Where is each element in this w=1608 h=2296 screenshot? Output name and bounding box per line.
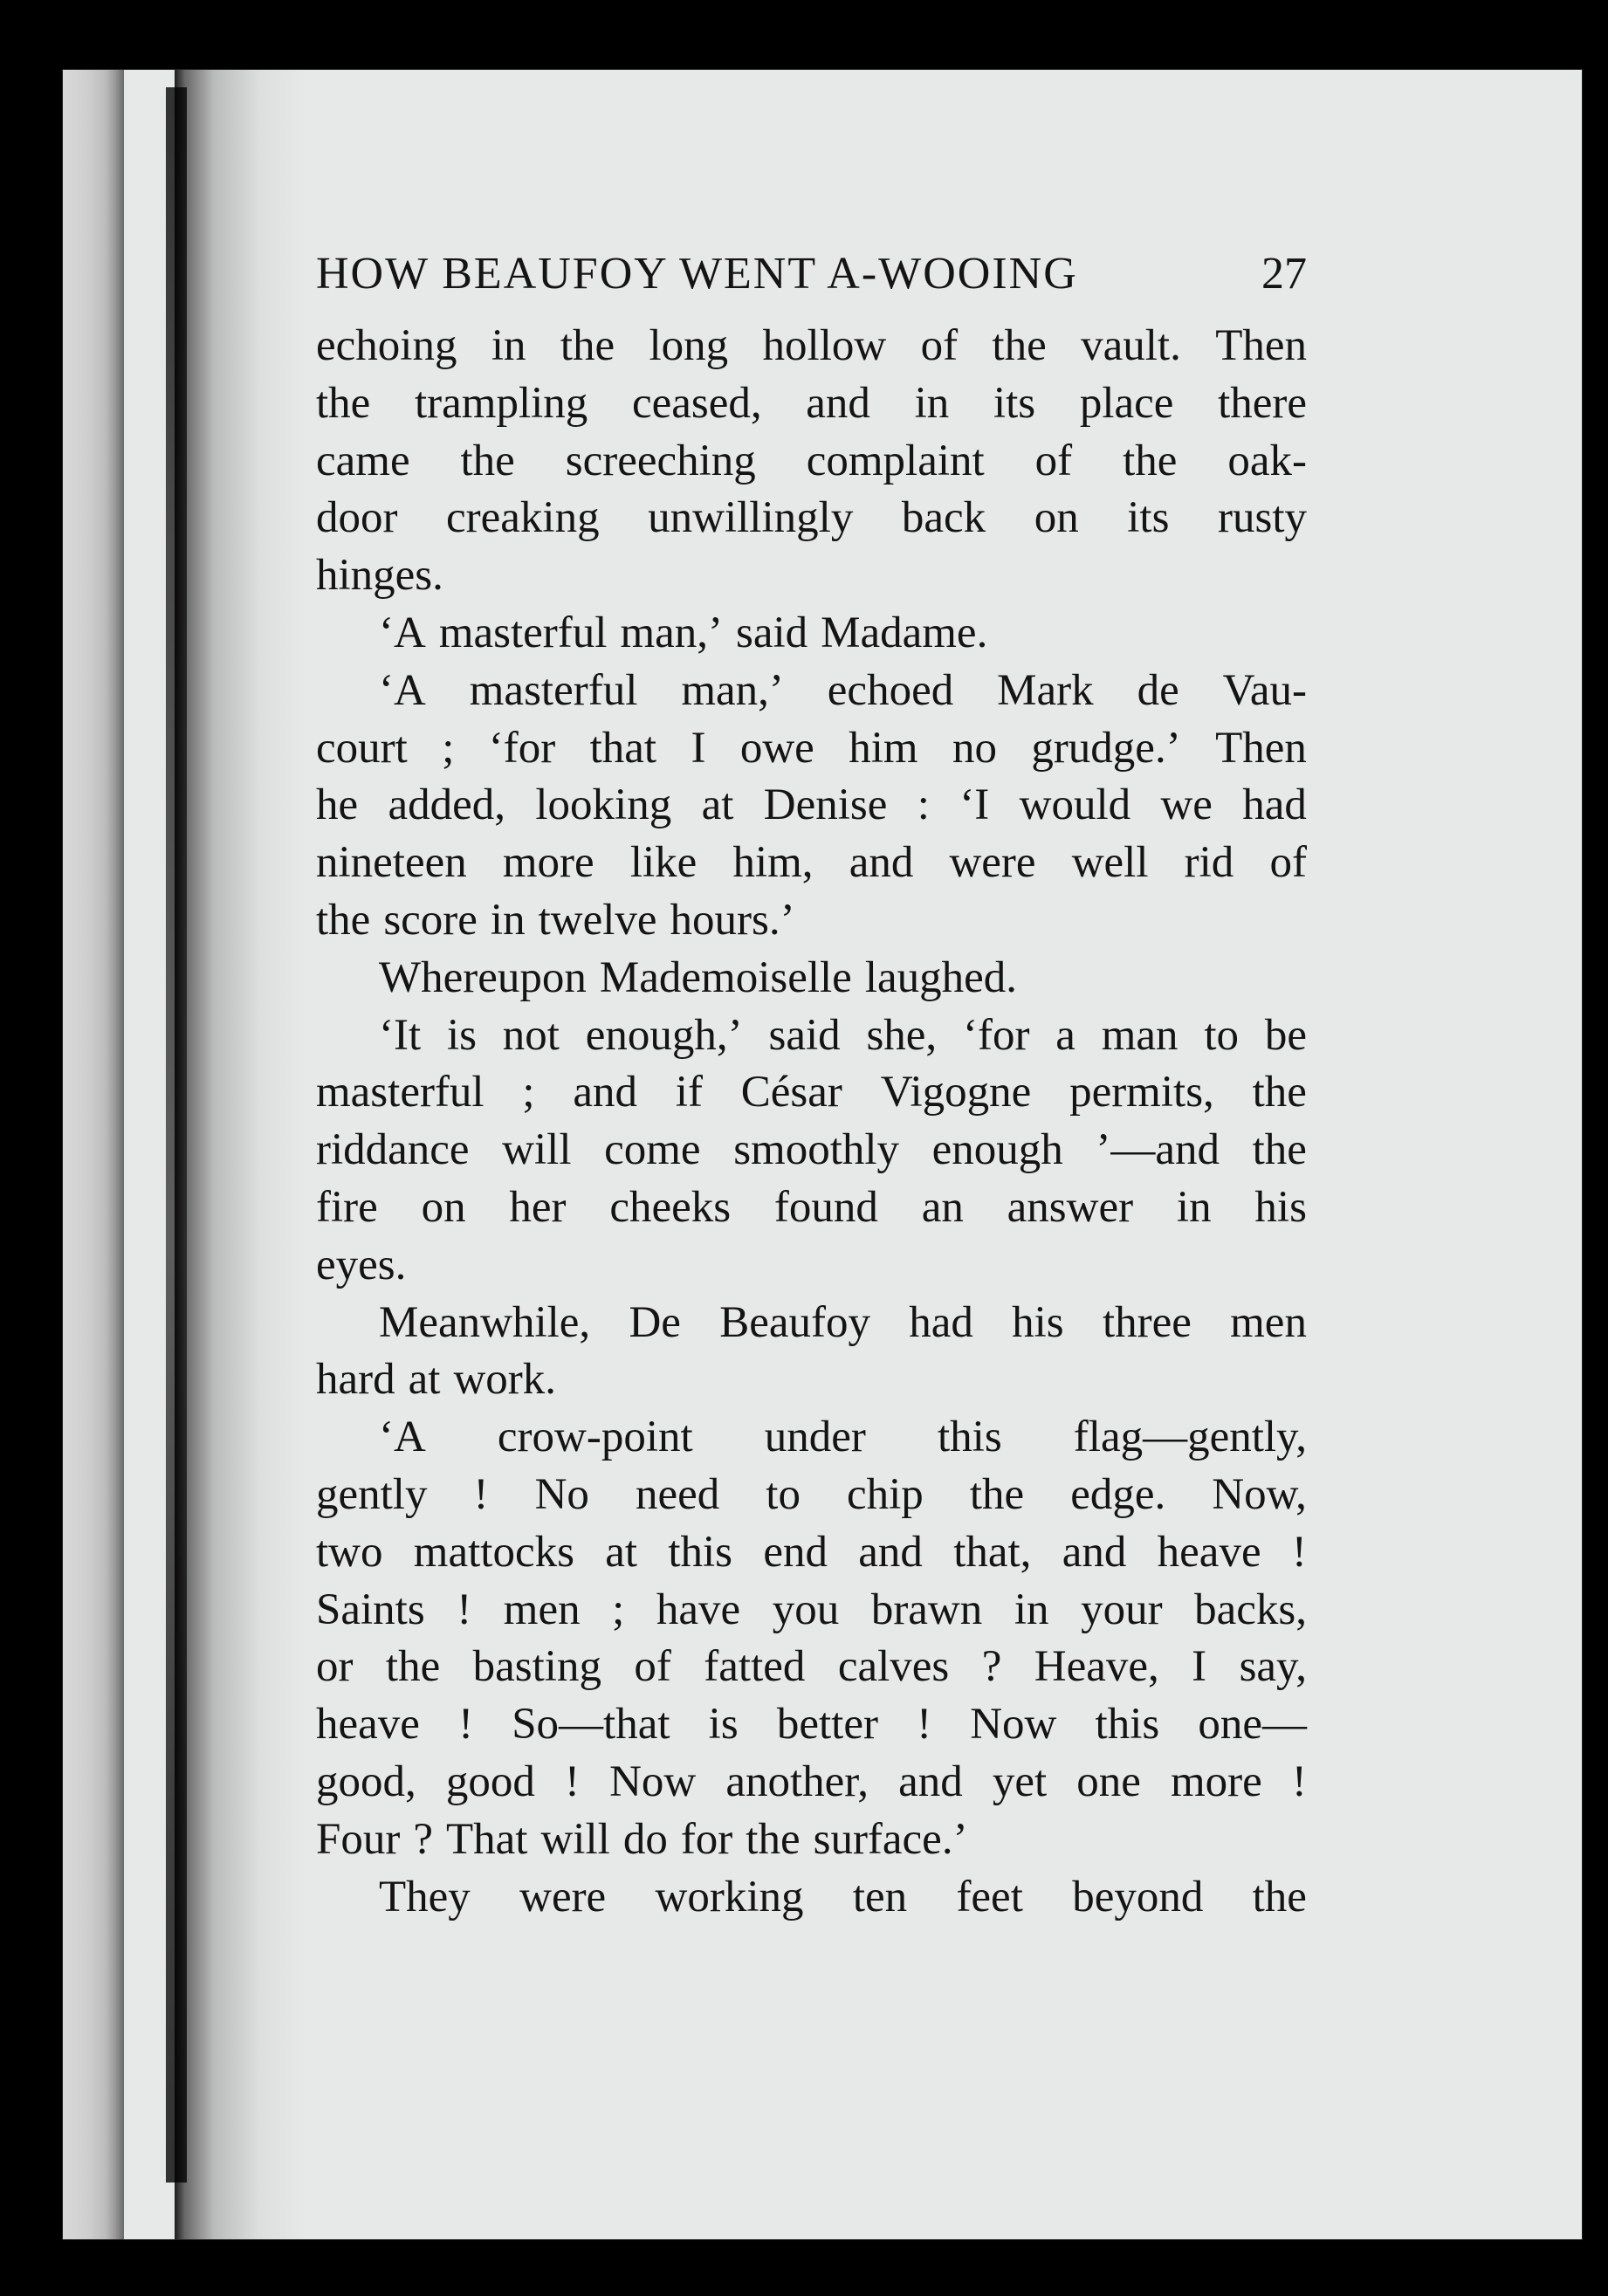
- text-line: good, good ! Now another, and yet one more !: [316, 1756, 1307, 1806]
- text-line: echoing in the long hollow of the vault. Then: [316, 321, 1307, 370]
- text-line: the score in twelve hours.’: [316, 895, 795, 945]
- text-line: riddance will come smoothly enough ’—and the: [316, 1125, 1307, 1175]
- text-line: Four ? That will do for the surface.’: [316, 1814, 968, 1864]
- text-line: eyes.: [316, 1240, 407, 1289]
- text-line: door creaking unwillingly back on its rusty: [316, 493, 1307, 543]
- running-head: [316, 248, 1307, 309]
- text-line: heave ! So—that is better ! Now this one—: [316, 1700, 1307, 1749]
- text-line: gently ! No need to chip the edge. Now,: [316, 1469, 1307, 1519]
- text-line: or the basting of fatted calves ? Heave, I say,: [316, 1642, 1307, 1692]
- text-line: ‘A crow-point under this flag—gently,: [379, 1413, 1307, 1462]
- page-number: 27: [1261, 249, 1307, 299]
- text-line: came the screeching complaint of the oak-: [316, 436, 1307, 485]
- text-line: ‘It is not enough,’ said she, ‘for a man to be: [379, 1010, 1307, 1060]
- text-line: nineteen more like him, and were well rid of: [316, 838, 1307, 888]
- text-line: court ; ‘for that I owe him no grudge.’ Then: [316, 723, 1307, 773]
- text-line: hard at work.: [316, 1355, 557, 1405]
- running-head-title: HOW BEAUFOY WENT A-WOOING: [316, 249, 1078, 299]
- text-line: he added, looking at Denise : ‘I would we had: [316, 780, 1307, 830]
- text-line: masterful ; and if César Vigogne permits, the: [316, 1068, 1307, 1117]
- text-line: Meanwhile, De Beaufoy had his three men: [379, 1297, 1307, 1347]
- text-line: Saints ! men ; have you brawn in your backs,: [316, 1585, 1307, 1634]
- text-line: fire on her cheeks found an answer in his: [316, 1182, 1307, 1232]
- text-line: Whereupon Mademoiselle laughed.: [379, 952, 1018, 1002]
- text-line: two mattocks at this end and that, and heave !: [316, 1527, 1307, 1577]
- text-line: the trampling ceased, and in its place there: [316, 378, 1307, 428]
- body-text: [316, 318, 1307, 1926]
- facing-page-edge: [63, 70, 124, 2239]
- text-line: ‘A masterful man,’ said Madame.: [379, 608, 988, 657]
- gutter-shadow: [175, 70, 306, 2239]
- text-line: They were working ten feet beyond the: [379, 1872, 1307, 1921]
- text-line: ‘A masterful man,’ echoed Mark de Vau-: [379, 665, 1307, 715]
- text-line: hinges.: [316, 551, 443, 601]
- page-content: [316, 248, 1307, 1926]
